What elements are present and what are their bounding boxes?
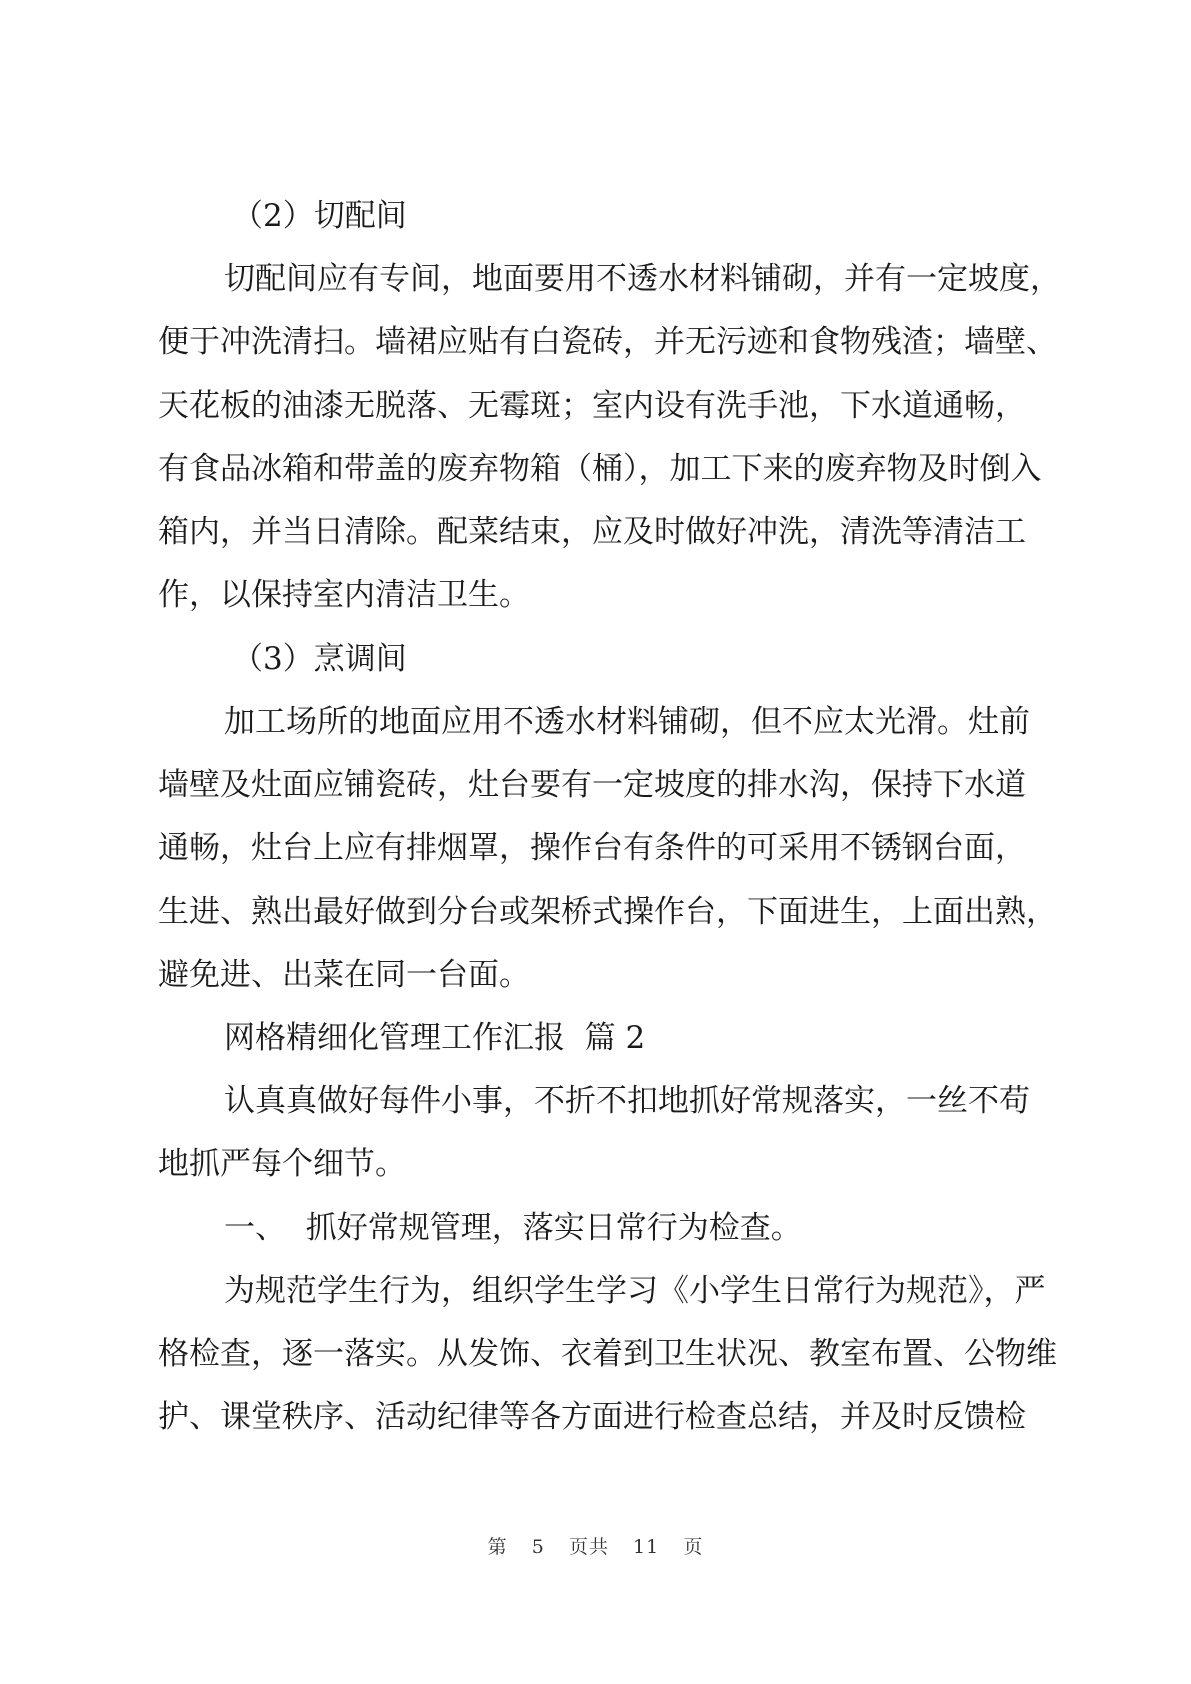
footer-total-pages: 11 — [633, 1536, 660, 1558]
footer-di: 第 — [487, 1536, 508, 1558]
paragraph-line: 加工场所的地面应用不透水材料铺砌，但不应太光滑。灶前 — [224, 704, 1030, 740]
paragraph-line: 生进、熟出最好做到分台或架桥式操作台，下面进生，上面出熟， — [158, 894, 1057, 930]
paragraph-line: 有食品冰箱和带盖的废弃物箱（桶），加工下来的废弃物及时倒入 — [158, 451, 1042, 487]
paragraph-line: 格检查，逐一落实。从发饰、衣着到卫生状况、教室布置、公物维 — [158, 1336, 1057, 1372]
section-heading-qiepei: （2）切配间 — [232, 198, 407, 234]
article-title: 网格精细化管理工作汇报 篇 2 — [224, 1020, 646, 1056]
section-heading-pengtiao: （3）烹调间 — [232, 641, 407, 677]
footer-ye: 页 — [683, 1536, 704, 1558]
paragraph-line: 天花板的油漆无脱落、无霉斑；室内设有洗手池，下水道通畅， — [158, 388, 1026, 424]
section-heading-one: 一、 抓好常规管理，落实日常行为检查。 — [224, 1210, 802, 1246]
paragraph-line: 切配间应有专间，地面要用不透水材料铺砌，并有一定坡度， — [224, 261, 1061, 297]
paragraph-line: 为规范学生行为，组织学生学习《小学生日常行为规范》，严 — [224, 1273, 1046, 1309]
paragraph-line: 墙壁及灶面应铺瓷砖，灶台要有一定坡度的排水沟，保持下水道 — [158, 767, 1026, 803]
paragraph-line: 地抓严每个细节。 — [158, 1146, 406, 1182]
paragraph-line: 护、课堂秩序、活动纪律等各方面进行检查总结，并及时反馈检 — [158, 1399, 1026, 1435]
paragraph-line: 箱内，并当日清除。配菜结束，应及时做好冲洗，清洗等清洁工 — [158, 514, 1026, 550]
paragraph-line: 通畅，灶台上应有排烟罩，操作台有条件的可采用不锈钢台面， — [158, 830, 1026, 866]
paragraph-line: 避免进、出菜在同一台面。 — [158, 957, 530, 993]
paragraph-line: 便于冲洗清扫。墙裙应贴有白瓷砖，并无污迹和食物残渣；墙壁、 — [158, 324, 1057, 360]
page-footer — [0, 1532, 1191, 1559]
footer-page-number: 5 — [531, 1536, 545, 1558]
paragraph-line: 作，以保持室内清洁卫生。 — [158, 577, 530, 613]
footer-ye-gong: 页共 — [568, 1536, 609, 1558]
paragraph-line: 认真真做好每件小事，不折不扣地抓好常规落实，一丝不苟 — [224, 1083, 1030, 1119]
